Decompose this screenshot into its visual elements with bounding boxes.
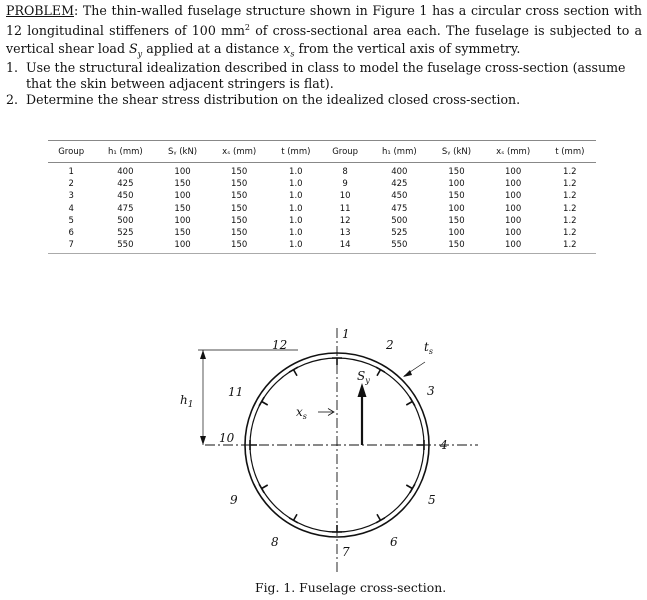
table-cell: 1.0 <box>289 215 303 226</box>
column-header: Sᵧ (kN) <box>156 141 208 163</box>
table-cell: 100 <box>448 203 465 214</box>
table-cell: 100 <box>505 228 522 239</box>
table-cell: 500 <box>391 215 408 226</box>
table-cell: 13 <box>339 228 351 239</box>
table-cell: 475 <box>391 203 408 214</box>
h1-arrow-top <box>200 350 206 359</box>
figure-caption: Fig. 1. Fuselage cross-section. <box>255 580 447 595</box>
stringer-6 <box>376 514 385 523</box>
table-cell: 150 <box>231 203 248 214</box>
column-header: Group <box>48 141 94 163</box>
stringer-9 <box>259 484 268 493</box>
table-cell: 1.2 <box>563 191 577 202</box>
table-cell: 425 <box>117 179 134 190</box>
superscript-2: 2 <box>244 23 251 33</box>
stringer-label-5: 5 <box>428 493 436 507</box>
table-cell: 525 <box>391 228 408 239</box>
table-cell: 150 <box>231 228 248 239</box>
table-cell: 150 <box>231 191 248 202</box>
stringer-3 <box>406 397 415 406</box>
task-number: 1. <box>6 60 19 75</box>
ts-leader-arrow <box>403 370 412 377</box>
table-cell: 1 <box>68 167 74 177</box>
table-cell: 1.0 <box>289 167 303 177</box>
stringer-label-4: 4 <box>440 438 448 452</box>
h1-label: $h_1$ <box>180 393 194 410</box>
table-cell: 1.2 <box>563 167 577 177</box>
table-cell: 475 <box>117 203 134 214</box>
table-cell: 450 <box>117 191 134 202</box>
problem-label: PROBLEM <box>6 3 74 18</box>
stringer-label-7: 7 <box>342 545 350 559</box>
stringer-label-12: 12 <box>272 338 288 352</box>
table-cell: 14 <box>322 239 368 254</box>
stringer-label-3: 3 <box>427 384 435 398</box>
stringer-5 <box>406 484 415 493</box>
table-cell: 550 <box>368 239 430 254</box>
table-cell: 400 <box>391 167 408 177</box>
table-cell: 150 <box>231 215 248 226</box>
stringer-label-10: 10 <box>219 431 235 445</box>
table-cell: 100 <box>174 215 191 226</box>
table-cell: 100 <box>505 203 522 214</box>
table-cell: 150 <box>448 215 465 226</box>
table-cell: 1.2 <box>544 239 596 254</box>
table-cell: 1.2 <box>563 203 577 214</box>
table-cell: 1.2 <box>563 215 577 226</box>
table-cell: 100 <box>156 239 208 254</box>
stringer-label-2: 2 <box>386 338 394 352</box>
table-cell: 7 <box>48 239 94 254</box>
column-header: xₛ (mm) <box>483 141 544 163</box>
stringer-label-1: 1 <box>342 327 350 341</box>
sy-arrowhead <box>358 383 367 397</box>
task-text: Use the structural idealization described in class to model the fuselage cross-section (assume that the skin between adjacent stringers is flat). <box>26 60 626 91</box>
table-cell: 550 <box>94 239 156 254</box>
table-cell: 2 <box>68 179 74 190</box>
table-cell: 5 <box>68 215 74 226</box>
task-number: 2. <box>6 92 19 108</box>
table-cell: 150 <box>430 239 482 254</box>
h1-arrow-bottom <box>200 436 206 445</box>
table-cell: 525 <box>117 228 134 239</box>
table-cell: 500 <box>117 215 134 226</box>
table-cell: 100 <box>174 191 191 202</box>
xs-symbol: x <box>283 40 291 56</box>
table-cell: 100 <box>483 239 544 254</box>
column-header: Group <box>322 141 368 163</box>
column-header: h₁ (mm) <box>94 141 156 163</box>
problem-text-2: of cross-sectional area each. The fuselage is subjected to a vertical shear load <box>6 23 642 56</box>
ts-label: $t_s$ <box>424 340 433 356</box>
table-cell: 100 <box>505 215 522 226</box>
table-cell: 12 <box>339 215 351 226</box>
stringer-2 <box>376 367 385 376</box>
stringer-11 <box>259 397 268 406</box>
xs-subscript: s <box>290 49 295 59</box>
problem-text-1: : The thin-walled fuselage structure shown in Figure 1 has a circular cross section with 12 longitudinal stiffeners of 100 mm <box>6 3 642 39</box>
table-cell: 150 <box>448 167 465 177</box>
stringer-label-8: 8 <box>271 535 279 549</box>
sy-subscript: y <box>137 49 143 59</box>
task-text: Determine the shear stress distribution on the idealized closed cross-section. <box>26 92 521 108</box>
table-cell: 1.0 <box>289 228 303 239</box>
column-header: Sᵧ (kN) <box>430 141 482 163</box>
table-cell: 100 <box>448 179 465 190</box>
column-header: t (mm) <box>270 141 322 163</box>
table-cell: 150 <box>448 191 465 202</box>
table-cell: 150 <box>231 167 248 177</box>
table-cell: 1.0 <box>289 191 303 202</box>
table-cell: 400 <box>117 167 134 177</box>
table-cell: 150 <box>231 179 248 190</box>
sy-label: $S_y$ <box>357 369 370 385</box>
table-cell: 150 <box>209 239 270 254</box>
stringer-label-6: 6 <box>390 535 398 549</box>
table-cell: 9 <box>342 179 348 190</box>
stringer-12 <box>289 367 298 376</box>
problem-text-4: from the vertical axis of symmetry. <box>294 40 521 56</box>
table-cell: 100 <box>505 191 522 202</box>
table-cell: 450 <box>391 191 408 202</box>
table-cell: 150 <box>174 203 191 214</box>
table-cell: 4 <box>68 203 74 214</box>
table-cell: 100 <box>448 228 465 239</box>
table-cell: 100 <box>174 167 191 177</box>
table-cell: 1.2 <box>563 228 577 239</box>
sy-symbol: S <box>129 40 138 56</box>
table-cell: 11 <box>339 203 351 214</box>
stringer-8 <box>289 514 298 523</box>
table-cell: 150 <box>174 179 191 190</box>
table-cell: 1.0 <box>289 203 303 214</box>
table-cell: 8 <box>342 167 348 177</box>
xs-label: $x_s$ <box>296 405 307 421</box>
table-cell: 150 <box>174 228 191 239</box>
column-header: xₛ (mm) <box>209 141 270 163</box>
table-cell: 1.0 <box>289 179 303 190</box>
table-cell: 1.2 <box>563 179 577 190</box>
stringer-label-11: 11 <box>228 385 244 399</box>
problem-text-3: applied at a distance <box>142 40 284 56</box>
table-cell: 1.0 <box>270 239 322 254</box>
column-header: t (mm) <box>544 141 596 163</box>
table-cell: 425 <box>391 179 408 190</box>
table-cell: 100 <box>505 179 522 190</box>
table-cell: 10 <box>339 191 351 202</box>
stringer-label-9: 9 <box>230 493 238 507</box>
table-cell: 6 <box>68 228 74 239</box>
table-cell: 3 <box>68 191 74 202</box>
column-header: h₁ (mm) <box>368 141 430 163</box>
table-cell: 100 <box>505 167 522 177</box>
